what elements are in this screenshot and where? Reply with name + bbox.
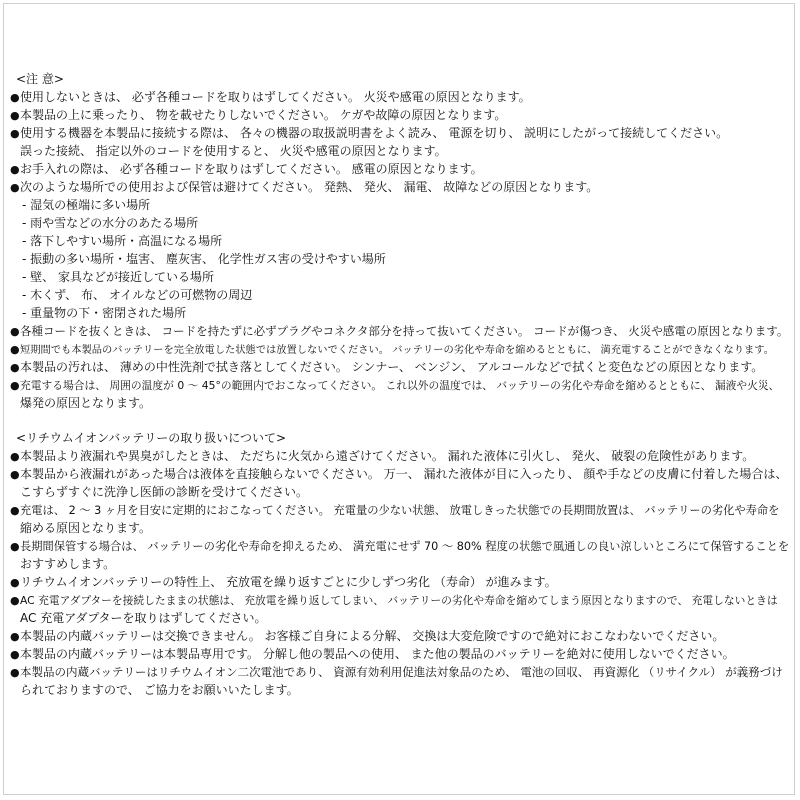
battery-heading: <リチウムイオンバッテリーの取り扱いについて> — [16, 431, 287, 445]
caution-item: ●本製品の汚れは、 薄めの中性洗剤で拭き落としてください。 シンナー、 ベンジン、 アルコールなどで拭くと変色などの原因となります。 — [10, 360, 764, 374]
caution-item: ●使用する機器を本製品に接続する際は、 各々の機器の取扱説明書をよく読み、 電源を切り、 説明にしたがって接続してください。 — [10, 126, 729, 140]
bullet-icon: ● — [10, 540, 20, 553]
place-item: - 木くず、 布、 オイルなどの可燃物の周辺 — [22, 288, 253, 302]
battery-item-continuation: 縮める原因となります。 — [20, 521, 152, 535]
caution-item-continuation: 爆発の原因となります。 — [20, 396, 152, 410]
battery-item-continuation: AC 充電アダプターを取りはずしてください。 — [20, 611, 267, 625]
place-item: - 壁、 家具などが接近している場所 — [22, 270, 214, 284]
bullet-icon: ● — [10, 181, 20, 194]
place-item: - 落下しやすい場所・高温になる場所 — [22, 234, 223, 248]
battery-item-continuation: こすらずすぐに洗浄し医師の診断を受けてください。 — [20, 485, 309, 499]
battery-item: ●本製品より液漏れや異臭がしたときは、 ただちに火気から遠ざけてください。 漏れた液体に引火し、 発火、 破裂の危険性があります。 — [10, 449, 755, 463]
place-item: - 重量物の下・密閉された場所 — [22, 306, 187, 320]
caution-item: ●使用しないときは、 必ず各種コードを取りはずしてください。 火災や感電の原因となります。 — [10, 90, 531, 104]
battery-item: ●本製品から液漏れがあった場合は液体を直接触らないでください。 万一、 漏れた液体が目に入ったり、 顔や手などの皮膚に付着した場合は、 — [10, 467, 788, 481]
bullet-icon: ● — [10, 504, 20, 517]
caution-heading: <注 意> — [16, 72, 64, 86]
caution-item: ●お手入れの際は、 必ず各種コードを取りはずしてください。 感電の原因となります。 — [10, 162, 483, 176]
place-item: - 湿気の極端に多い場所 — [22, 198, 151, 212]
place-item: - 振動の多い場所・塩害、 塵灰害、 化学性ガス害の受けやすい場所 — [22, 252, 386, 266]
battery-item: ●本製品の内蔵バッテリーは交換できません。 お客様ご自身による分解、 交換は大変危険ですので絶対におこなわないでください。 — [10, 629, 725, 643]
place-item: - 雨や雪などの水分のあたる場所 — [22, 216, 199, 230]
caution-item: ●本製品の上に乗ったり、 物を載せたりしないでください。 ケガや故障の原因となります。 — [10, 108, 507, 122]
bullet-icon: ● — [10, 109, 20, 122]
bullet-icon: ● — [10, 450, 20, 463]
bullet-icon: ● — [10, 361, 20, 374]
caution-item: ●次のような場所での使用および保管は避けてください。 発熱、 発火、 漏電、 故障などの原因となります。 — [10, 180, 599, 194]
bullet-icon: ● — [10, 666, 20, 679]
bullet-icon: ● — [10, 576, 20, 589]
battery-item: ●充電は、 2 ～ 3 ヶ月を目安に定期的におこなってください。 充電量の少ない状態、 放電しきった状態での長期間放置は、 バッテリーの劣化や寿命を — [10, 504, 780, 517]
caution-item: ●短期間でも本製品のバッテリーを完全放電した状態では放置しないでください。 バッテリーの劣化や寿命を縮めるとともに、 満充電することができなくなります。 — [10, 343, 774, 356]
bullet-icon: ● — [10, 91, 20, 104]
battery-item: ●本製品の内蔵バッテリーはリチウムイオン二次電池であり、 資源有効利用促進法対象品のため、 電池の回収、 再資源化 （リサイクル） が義務づけ — [10, 665, 783, 679]
bullet-icon: ● — [10, 379, 20, 392]
caution-item: ●充電する場合は、 周囲の温度が 0 ～ 45°の範囲内でおこなってください。 これ以外の温度では、 バッテリーの劣化や寿命を縮めるとともに、 漏液や火災、 — [10, 379, 780, 392]
bullet-icon: ● — [10, 468, 20, 481]
bullet-icon: ● — [10, 594, 20, 607]
caution-item-continuation: 誤った接続、 指定以外のコードを使用すると、 火災や感電の原因となります。 — [20, 144, 447, 158]
bullet-icon: ● — [10, 325, 20, 338]
battery-item: ●AC 充電アダプターを接続したままの状態は、 充放電を繰り返してしまい、 バッテリーの劣化や寿命を縮めてしまう原因となりますので、 充電しないときは — [10, 594, 778, 607]
battery-item-continuation: おすすめします。 — [20, 557, 116, 571]
battery-item: ●リチウムイオンバッテリーの特性上、 充放電を繰り返すごとに少しずつ劣化 （寿命） が進みます。 — [10, 575, 557, 589]
bullet-icon: ● — [10, 343, 20, 356]
bullet-icon: ● — [10, 127, 20, 140]
caution-item: ●各種コードを抜くときは、 コードを持たずに必ずプラグやコネクタ部分を持って抜いてください。 コードが傷つき、 火災や感電の原因となります。 — [10, 324, 789, 338]
battery-item-continuation: られておりますので、 ご協力をお願いいたします。 — [20, 683, 299, 697]
bullet-icon: ● — [10, 630, 20, 643]
bullet-icon: ● — [10, 648, 20, 661]
battery-item: ●本製品の内蔵バッテリーは本製品専用です。 分解し他の製品への使用、 また他の製品のバッテリーを絶対に使用しないでください。 — [10, 647, 735, 661]
battery-item: ●長期間保管する場合は、 バッテリーの劣化や寿命を抑えるため、 満充電にせず 70 ～ 80% 程度の状態で風通しの良い涼しいところにて保管することを — [10, 540, 790, 553]
bullet-icon: ● — [10, 163, 20, 176]
